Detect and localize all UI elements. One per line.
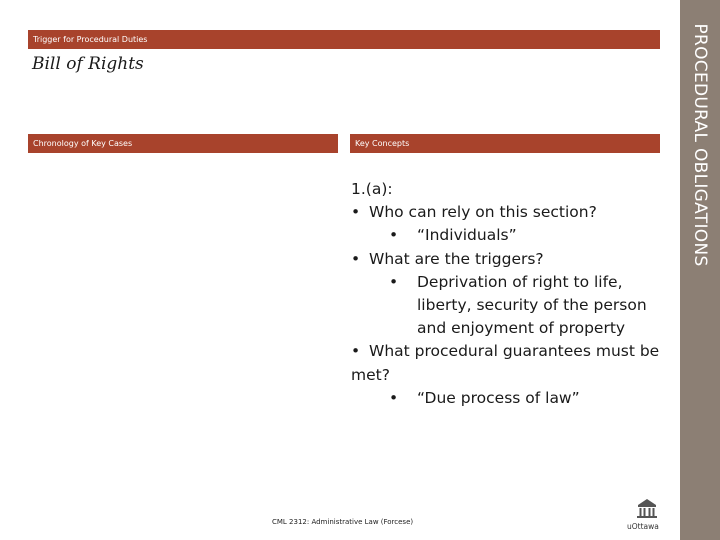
sub-bullet-text: Deprivation of right to life, bbox=[417, 272, 623, 291]
header-bar-label: Trigger for Procedural Duties bbox=[33, 35, 148, 44]
sub-bullet-text: and enjoyment of property bbox=[417, 319, 626, 338]
bullet-continuation bbox=[351, 364, 676, 387]
logo-text: uOttawa bbox=[627, 522, 659, 531]
bullet-icon: • bbox=[351, 249, 361, 268]
left-column-header bbox=[28, 134, 338, 153]
sub-bullet-text: “Individuals” bbox=[417, 226, 517, 245]
sub-bullet-continuation bbox=[351, 294, 676, 317]
bullet-text: met? bbox=[351, 365, 390, 384]
header-bar bbox=[28, 30, 660, 49]
bullet-item bbox=[351, 340, 676, 363]
section-label bbox=[351, 178, 676, 201]
bullet-text: What are the triggers? bbox=[369, 249, 544, 268]
bullet-icon: • bbox=[351, 203, 361, 222]
sidebar-title bbox=[680, 0, 720, 290]
page-title: Bill of Rights bbox=[32, 54, 144, 74]
sub-bullet-continuation bbox=[351, 317, 676, 340]
bullet-item bbox=[351, 248, 676, 271]
right-column-label: Key Concepts bbox=[355, 139, 410, 148]
sub-bullet-item bbox=[351, 387, 676, 410]
section-label-text: 1.(a): bbox=[351, 180, 393, 198]
bullet-text: Who can rely on this section? bbox=[369, 203, 597, 222]
sub-bullet-item bbox=[351, 224, 676, 247]
bullet-icon: • bbox=[351, 342, 361, 361]
sub-bullet-item bbox=[351, 271, 676, 294]
right-column-header bbox=[350, 134, 660, 153]
bullet-icon: • bbox=[389, 226, 399, 245]
bullet-icon: • bbox=[389, 272, 399, 291]
sub-bullet-text: “Due process of law” bbox=[417, 388, 580, 407]
bullet-icon: • bbox=[389, 388, 399, 407]
left-column-label: Chronology of Key Cases bbox=[33, 139, 133, 148]
sidebar-title-text: PROCEDURAL OBLIGATIONS bbox=[690, 23, 710, 267]
bullet-item bbox=[351, 201, 676, 224]
key-concepts-body bbox=[351, 178, 676, 410]
bullet-text: What procedural guarantees must be bbox=[369, 342, 660, 361]
footer-text: CML 2312: Administrative Law (Forcese) bbox=[272, 518, 414, 526]
sub-bullet-text: liberty, security of the person bbox=[417, 296, 647, 315]
